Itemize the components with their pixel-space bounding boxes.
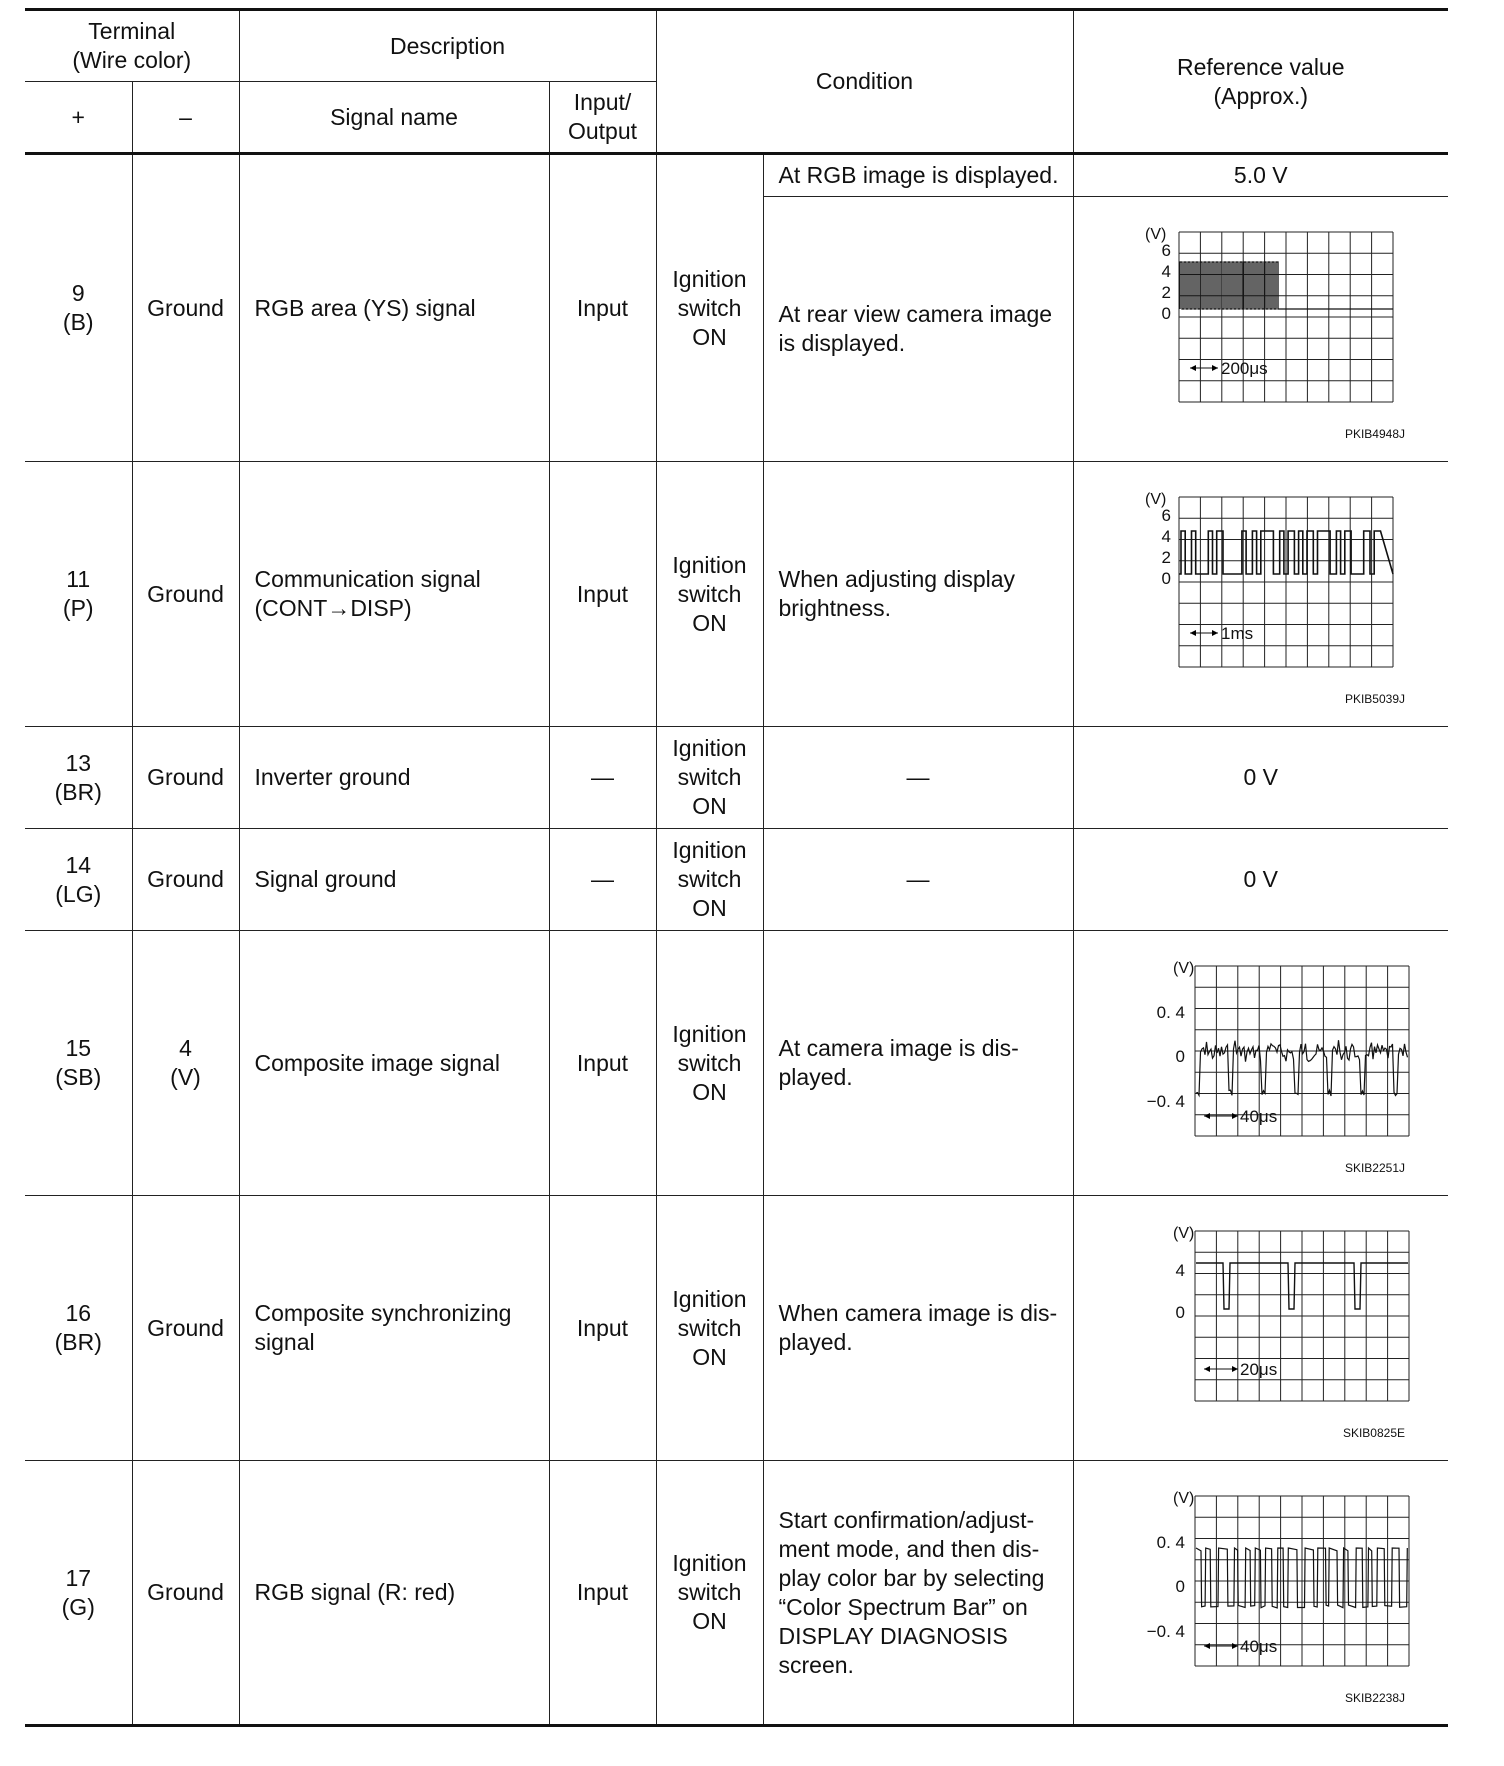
svg-text:2: 2 [1161, 283, 1171, 302]
waveform-graph [1111, 479, 1411, 709]
svg-text:0: 0 [1175, 1576, 1185, 1596]
svg-text:4: 4 [1175, 1261, 1185, 1280]
terminal-plus-cell: 9 (B) [25, 154, 132, 462]
condition-detail-cell: At RGB image is displayed. [763, 154, 1073, 197]
svg-text:40μs: 40μs [1239, 1107, 1277, 1126]
table-row [25, 1461, 1448, 1726]
signal-name-cell: Communication signal (CONT→DISP) [239, 462, 549, 727]
io-cell: Input [549, 1461, 656, 1726]
reference-value-cell: 0 V [1073, 829, 1448, 931]
svg-text:PKIB4948J: PKIB4948J [1344, 427, 1405, 441]
condition-detail-cell: At camera image is dis- played. [763, 931, 1073, 1196]
terminal-plus-cell: 17 (G) [25, 1461, 132, 1726]
condition-detail-cell: — [763, 727, 1073, 829]
reference-waveform-cell [1073, 931, 1448, 1196]
reference-value-cell: 5.0 V [1073, 154, 1448, 197]
svg-text:20μs: 20μs [1239, 1360, 1277, 1379]
svg-text:0: 0 [1161, 569, 1171, 588]
io-cell: — [549, 727, 656, 829]
svg-text:(V): (V) [1144, 226, 1167, 243]
condition-main-cell: Ignition switch ON [656, 462, 763, 727]
svg-text:2: 2 [1161, 548, 1171, 567]
svg-text:(V): (V) [1172, 960, 1195, 977]
reference-waveform-cell [1073, 197, 1448, 462]
condition-header: Condition [656, 10, 1073, 154]
condition-main-cell: Ignition switch ON [656, 1461, 763, 1726]
waveform-graph [1111, 948, 1411, 1178]
waveform-graph [1111, 1478, 1411, 1708]
svg-text:(V): (V) [1172, 1489, 1195, 1507]
reference-waveform-cell [1073, 1196, 1448, 1461]
svg-text:1ms: 1ms [1220, 624, 1253, 643]
terminal-plus-cell: 14 (LG) [25, 829, 132, 931]
table-row [25, 727, 1448, 829]
svg-text:PKIB5039J: PKIB5039J [1344, 692, 1405, 706]
terminal-minus-cell: Ground [132, 154, 239, 462]
table-row [25, 829, 1448, 931]
description-header: Description [239, 10, 656, 82]
terminal-header: Terminal (Wire color) [25, 10, 239, 82]
condition-detail-cell: When adjusting display brightness. [763, 462, 1073, 727]
svg-text:−0. 4: −0. 4 [1146, 1621, 1185, 1641]
io-cell: — [549, 829, 656, 931]
terminal-reference-table [25, 8, 1448, 1727]
svg-text:40μs: 40μs [1239, 1636, 1277, 1656]
condition-detail-cell: Start confirmation/adjust- ment mode, and then dis- play color bar by selecting “Color Spectrum Bar” on DISPLAY DIAGNOSIS screen. [763, 1461, 1073, 1726]
signal-name-cell: Signal ground [239, 829, 549, 931]
svg-text:200μs: 200μs [1220, 359, 1268, 378]
svg-text:0: 0 [1175, 1047, 1185, 1066]
table-row [25, 931, 1448, 1196]
condition-detail-cell: When camera image is dis- played. [763, 1196, 1073, 1461]
svg-text:SKIB2238J: SKIB2238J [1344, 1690, 1405, 1705]
condition-main-cell: Ignition switch ON [656, 727, 763, 829]
terminal-minus-cell: Ground [132, 1461, 239, 1726]
condition-detail-cell: At rear view camera image is displayed. [763, 197, 1073, 462]
condition-main-cell: Ignition switch ON [656, 154, 763, 462]
reference-waveform-cell [1073, 462, 1448, 727]
terminal-plus-cell: 16 (BR) [25, 1196, 132, 1461]
table-row [25, 1196, 1448, 1461]
table-row [25, 462, 1448, 727]
svg-text:4: 4 [1161, 527, 1171, 546]
condition-main-cell: Ignition switch ON [656, 931, 763, 1196]
io-cell: Input [549, 154, 656, 462]
terminal-plus-cell: 15 (SB) [25, 931, 132, 1196]
condition-main-cell: Ignition switch ON [656, 1196, 763, 1461]
terminal-plus-cell: 13 (BR) [25, 727, 132, 829]
terminal-plus-cell: 11 (P) [25, 462, 132, 727]
svg-text:−0. 4: −0. 4 [1146, 1092, 1185, 1111]
svg-text:0. 4: 0. 4 [1156, 1532, 1185, 1552]
reference-value-cell: 0 V [1073, 727, 1448, 829]
signal-name-cell: Composite synchronizing signal [239, 1196, 549, 1461]
svg-text:0. 4: 0. 4 [1156, 1003, 1185, 1022]
svg-text:0: 0 [1161, 304, 1171, 323]
svg-text:4: 4 [1161, 262, 1171, 281]
svg-text:6: 6 [1161, 506, 1171, 525]
terminal-minus-header: – [132, 82, 239, 154]
terminal-minus-cell: Ground [132, 462, 239, 727]
svg-text:SKIB2251J: SKIB2251J [1344, 1161, 1405, 1175]
reference-waveform-cell [1073, 1461, 1448, 1726]
terminal-minus-cell: Ground [132, 727, 239, 829]
io-cell: Input [549, 931, 656, 1196]
io-cell: Input [549, 462, 656, 727]
svg-text:0: 0 [1175, 1303, 1185, 1322]
signal-name-cell: RGB area (YS) signal [239, 154, 549, 462]
signal-name-cell: Inverter ground [239, 727, 549, 829]
signal-name-header: Signal name [239, 82, 549, 154]
svg-text:6: 6 [1161, 241, 1171, 260]
terminal-minus-cell: Ground [132, 1196, 239, 1461]
svg-text:(V): (V) [1144, 491, 1167, 508]
waveform-graph [1111, 1213, 1411, 1443]
terminal-minus-cell: 4 (V) [132, 931, 239, 1196]
table-row [25, 154, 1448, 197]
svg-text:(V): (V) [1172, 1225, 1195, 1242]
signal-name-cell: Composite image signal [239, 931, 549, 1196]
signal-name-cell: RGB signal (R: red) [239, 1461, 549, 1726]
svg-text:SKIB0825E: SKIB0825E [1342, 1426, 1405, 1440]
condition-detail-cell: — [763, 829, 1073, 931]
terminal-reference-document [25, 8, 1448, 1727]
io-cell: Input [549, 1196, 656, 1461]
waveform-graph [1111, 214, 1411, 444]
terminal-plus-header: + [25, 82, 132, 154]
reference-value-header: Reference value (Approx.) [1073, 10, 1448, 154]
terminal-minus-cell: Ground [132, 829, 239, 931]
condition-main-cell: Ignition switch ON [656, 829, 763, 931]
input-output-header: Input/ Output [549, 82, 656, 154]
